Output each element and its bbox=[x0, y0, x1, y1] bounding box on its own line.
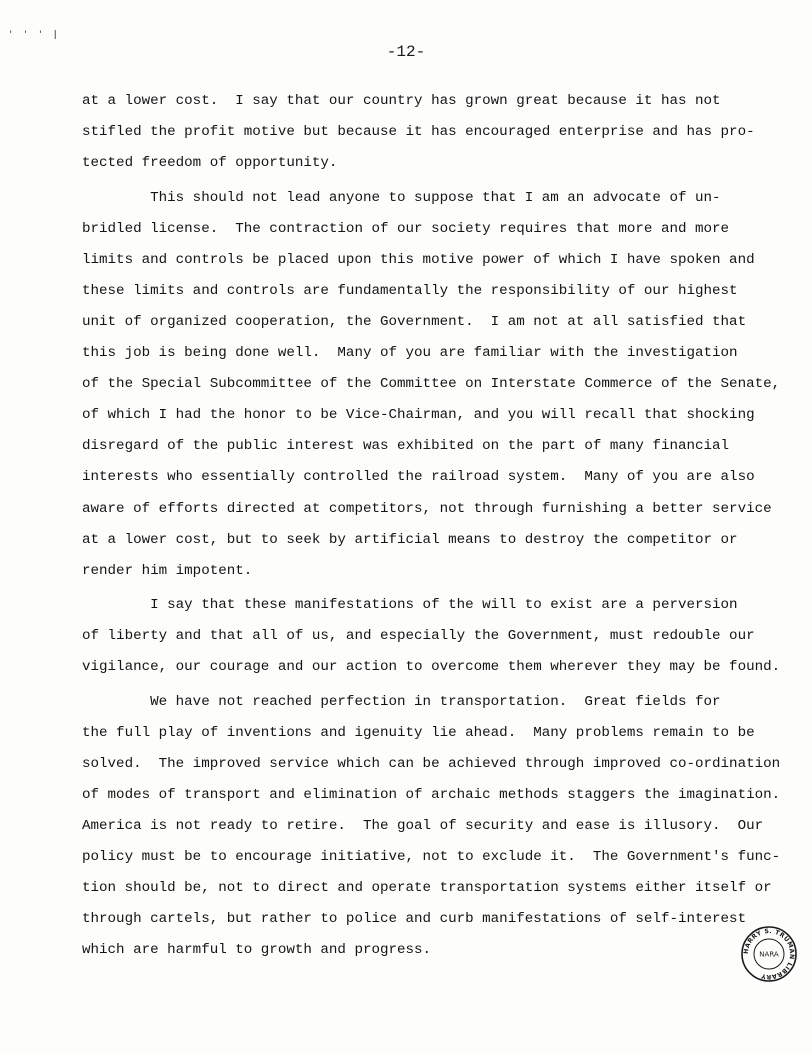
text-line: through cartels, but rather to police and curb manifestations of self-interest bbox=[82, 911, 747, 928]
corner-marks: ' ' ' | bbox=[8, 30, 60, 40]
paragraph-start: This should not lead anyone to suppose that I am an advocate of un- bbox=[82, 189, 721, 206]
text-line: solved. The improved service which can be achieved through improved co-ordination bbox=[82, 755, 781, 772]
text-line: of the Special Subcommittee of the Committee on Interstate Commerce of the Senate, bbox=[82, 376, 781, 393]
text-line: interests who essentially controlled the railroad system. Many of you are also bbox=[82, 469, 755, 486]
paragraph-start: We have not reached perfection in transportation. Great fields for bbox=[82, 693, 721, 710]
text-line: bridled license. The contraction of our society requires that more and more bbox=[82, 220, 730, 237]
text-line: this job is being done well. Many of you are familiar with the investigation bbox=[82, 345, 738, 362]
text-line: limits and controls be placed upon this motive power of which I have spoken and bbox=[82, 251, 755, 268]
truman-library-stamp bbox=[740, 925, 798, 983]
text-line: tected freedom of opportunity. bbox=[82, 155, 338, 172]
paragraph-start: I say that these manifestations of the will to exist are a perversion bbox=[82, 597, 738, 614]
text-line: at a lower cost. I say that our country has grown great because it has not bbox=[82, 93, 721, 109]
text-line: which are harmful to growth and progress. bbox=[82, 942, 432, 959]
text-line: disregard of the public interest was exhibited on the part of many financial bbox=[82, 438, 730, 455]
text-line: at a lower cost, but to seek by artificial means to destroy the competitor or bbox=[82, 531, 738, 548]
text-line: vigilance, our courage and our action to overcome them wherever they may be found. bbox=[82, 659, 781, 676]
text-line: of liberty and that all of us, and especially the Government, must redouble our bbox=[82, 628, 755, 645]
text-line: these limits and controls are fundamentally the responsibility of our highest bbox=[82, 282, 738, 299]
page-number: -12- bbox=[386, 43, 426, 61]
text-line: America is not ready to retire. The goal of security and ease is illusory. Our bbox=[82, 818, 764, 835]
stamp-ring-text: HARRY S. TRUMAN LIBRARY bbox=[742, 927, 796, 981]
stamp-center-text: NARA bbox=[759, 950, 779, 959]
text-line: stifled the profit motive but because it has encouraged enterprise and has pro- bbox=[82, 124, 755, 141]
text-line: policy must be to encourage initiative, not to exclude it. The Government's func- bbox=[82, 849, 781, 866]
text-line: aware of efforts directed at competitors, not through furnishing a better service bbox=[82, 500, 772, 517]
text-line: render him impotent. bbox=[82, 562, 253, 579]
text-line: of which I had the honor to be Vice-Chairman, and you will recall that shocking bbox=[82, 407, 755, 424]
text-line: of modes of transport and elimination of archaic methods staggers the imagination. bbox=[82, 786, 781, 803]
text-line: unit of organized cooperation, the Government. I am not at all satisfied that bbox=[82, 313, 747, 330]
text-line: the full play of inventions and igenuity lie ahead. Many problems remain to be bbox=[82, 724, 755, 741]
text-line: tion should be, not to direct and operate transportation systems either itself or bbox=[82, 880, 772, 897]
